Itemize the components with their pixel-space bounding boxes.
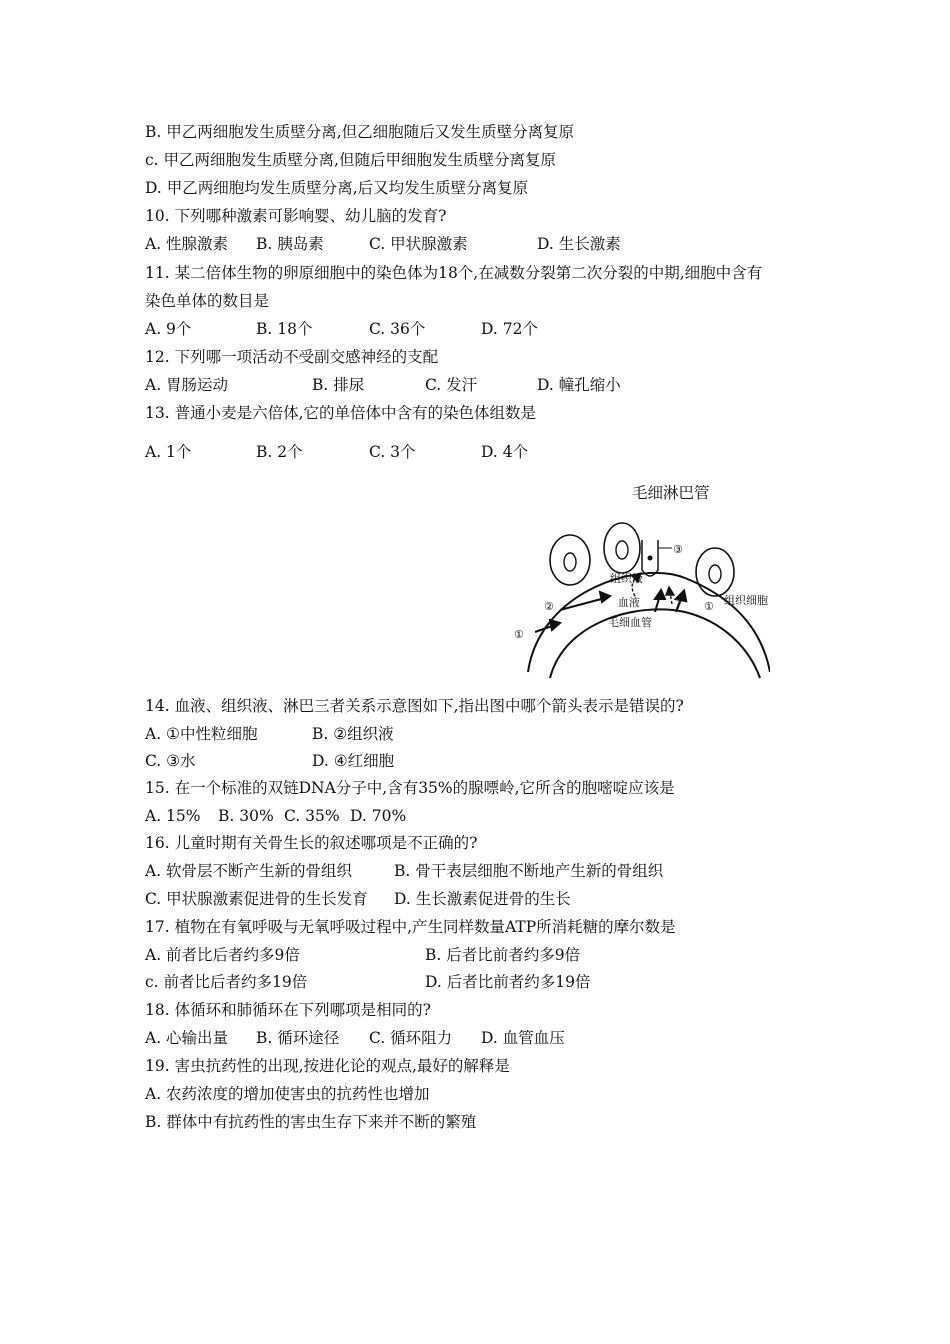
q14-option-a: A. ①中性粒细胞 bbox=[145, 725, 258, 743]
q12-option-d: D. 幢孔缩小 bbox=[537, 376, 621, 394]
q11-stem-line2: 染色单体的数目是 bbox=[145, 292, 270, 310]
tissue-cell-middle bbox=[604, 523, 640, 573]
circulation-diagram bbox=[510, 500, 770, 680]
q11-option-c: C. 36个 bbox=[369, 320, 426, 338]
q15-stem: 15. 在一个标准的双链DNA分子中,含有35%的腺嘌岭,它所含的胞嘧啶应该是 bbox=[145, 779, 675, 797]
q12-option-b: B. 排尿 bbox=[312, 376, 365, 394]
q17-option-d: D. 后者比前者约多19倍 bbox=[425, 973, 591, 991]
q13-option-c: C. 3个 bbox=[369, 443, 416, 461]
tissue-cell-left bbox=[550, 535, 590, 585]
q9-option-d: D. 甲乙两细胞均发生质壁分离,后又均发生质壁分离复原 bbox=[145, 179, 529, 197]
q15-option-c: C. 35% bbox=[284, 807, 340, 825]
label-blood: 血液 bbox=[618, 596, 640, 609]
q13-option-d: D. 4个 bbox=[481, 443, 529, 461]
q19-option-a: A. 农药浓度的增加使害虫的抗药性也增加 bbox=[145, 1085, 430, 1103]
q16-option-b: B. 骨干表层细胞不断地产生新的骨组织 bbox=[394, 862, 664, 880]
q16-stem: 16. 儿童时期有关骨生长的叙述哪项是不正确的? bbox=[145, 834, 478, 852]
capillary-inner-wall bbox=[550, 609, 760, 678]
q12-stem: 12. 下列哪一项活动不受副交感神经的支配 bbox=[145, 348, 439, 366]
q17-option-c: c. 前者比后者约多19倍 bbox=[145, 973, 308, 991]
q10-option-b: B. 胰岛素 bbox=[256, 235, 324, 253]
arrow-5 bbox=[666, 587, 674, 604]
q14-option-c: C. ③水 bbox=[145, 752, 196, 770]
q12-option-c: C. 发汗 bbox=[425, 376, 478, 394]
q11-option-d: D. 72个 bbox=[481, 320, 538, 338]
arrow-2 bbox=[560, 592, 610, 610]
q12-option-a: A. 胃肠运动 bbox=[145, 376, 229, 394]
label-n2: ② bbox=[544, 600, 554, 613]
label-tissue-cell: 组织细胞 bbox=[724, 594, 768, 607]
q11-stem-line1: 11. 某二倍体生物的卵原细胞中的染色体为18个,在减数分裂第二次分裂的中期,细胞中含有 bbox=[145, 264, 763, 282]
q18-option-a: A. 心输出量 bbox=[145, 1029, 229, 1047]
q18-stem: 18. 体循环和肺循环在下列哪项是相同的? bbox=[145, 1001, 431, 1019]
q9-option-c: c. 甲乙两细胞发生质壁分离,但随后甲细胞发生质壁分离复原 bbox=[145, 151, 556, 169]
q17-option-a: A. 前者比后者约多9倍 bbox=[145, 946, 300, 964]
label-n3: ③ bbox=[673, 543, 683, 556]
label-n1-right: ① bbox=[704, 600, 714, 613]
q10-option-d: D. 生长激素 bbox=[537, 235, 621, 253]
q9-option-b: B. 甲乙两细胞发生质壁分离,但乙细胞随后又发生质壁分离复原 bbox=[145, 123, 575, 141]
q19-stem: 19. 害虫抗药性的出现,按进化论的观点,最好的解释是 bbox=[145, 1057, 510, 1075]
q19-option-b: B. 群体中有抗药性的害虫生存下来并不断的繁殖 bbox=[145, 1113, 477, 1131]
label-capillary: 毛细血管 bbox=[608, 616, 652, 629]
q14-option-b: B. ②组织液 bbox=[312, 725, 394, 743]
q15-option-a: A. 15% bbox=[145, 807, 201, 825]
q13-stem: 13. 普通小麦是六倍体,它的单倍体中含有的染色体组数是 bbox=[145, 404, 537, 422]
q14-stem: 14. 血液、组织液、淋巴三者关系示意图如下,指出图中哪个箭头表示是错误的? bbox=[145, 697, 684, 715]
tissue-cell-right bbox=[696, 548, 734, 596]
label-tissue-fluid: 组织液 bbox=[610, 572, 643, 585]
q11-option-b: B. 18个 bbox=[256, 320, 313, 338]
label-n1-left: ① bbox=[514, 628, 524, 641]
q16-option-c: C. 甲状腺激素促进骨的生长发育 bbox=[145, 890, 368, 908]
q13-option-b: B. 2个 bbox=[256, 443, 303, 461]
q13-option-a: A. 1个 bbox=[145, 443, 192, 461]
arrow-6 bbox=[676, 591, 686, 612]
q17-stem: 17. 植物在有氧呼吸与无氧呼吸过程中,产生同样数量ATP所消耗糖的摩尔数是 bbox=[145, 918, 676, 936]
q18-option-d: D. 血管血压 bbox=[481, 1029, 565, 1047]
q10-option-c: C. 甲状腺激素 bbox=[369, 235, 468, 253]
q10-option-a: A. 性腺激素 bbox=[145, 235, 229, 253]
q11-option-a: A. 9个 bbox=[145, 320, 192, 338]
q15-option-b: B. 30% bbox=[218, 807, 274, 825]
q15-option-d: D. 70% bbox=[350, 807, 407, 825]
q16-option-a: A. 软骨层不断产生新的骨组织 bbox=[145, 862, 353, 880]
figure-title: 毛细淋巴管 bbox=[632, 484, 710, 502]
q17-option-b: B. 后者比前者约多9倍 bbox=[425, 946, 581, 964]
q18-option-b: B. 循环途径 bbox=[256, 1029, 340, 1047]
q10-stem: 10. 下列哪种激素可影响婴、幼儿脑的发育? bbox=[145, 207, 447, 225]
q16-option-d: D. 生长激素促进骨的生长 bbox=[394, 890, 571, 908]
q14-option-d: D. ④红细胞 bbox=[312, 752, 395, 770]
q18-option-c: C. 循环阻力 bbox=[369, 1029, 453, 1047]
